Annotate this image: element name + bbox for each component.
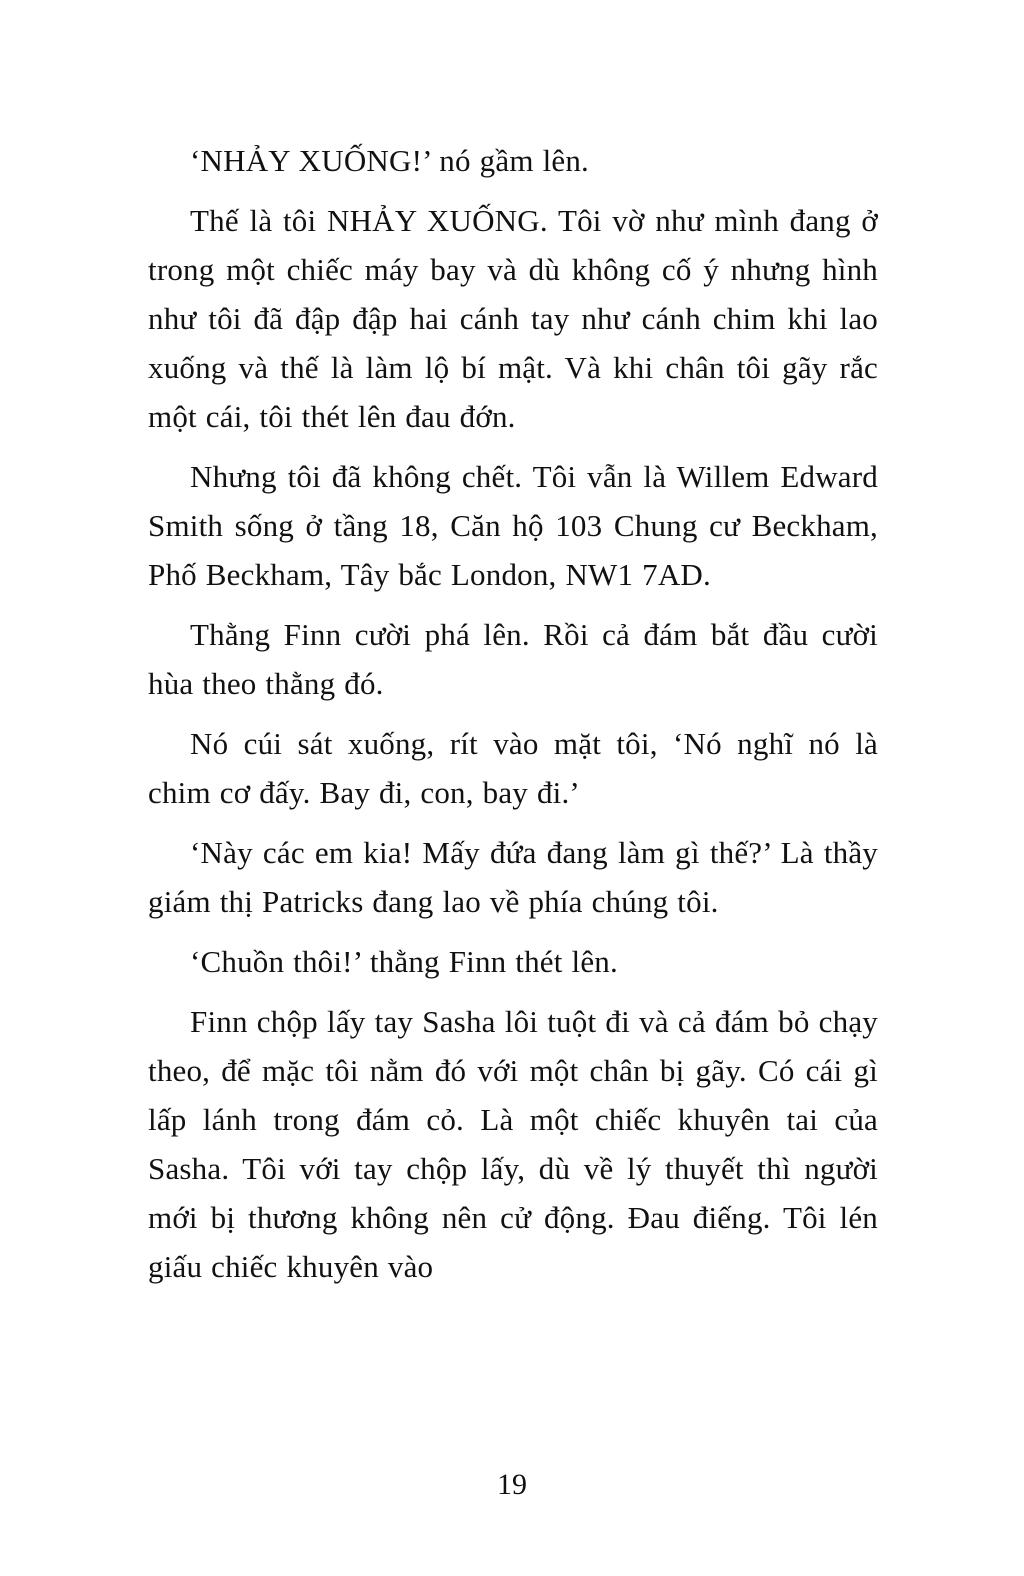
paragraph: Nó cúi sát xuống, rít vào mặt tôi, ‘Nó nghĩ nó là chim cơ đấy. Bay đi, con, bay đi.’	[148, 726, 878, 810]
paragraph: Thế là tôi NHẢY XUỐNG. Tôi vờ như mình đang ở trong một chiếc máy bay và dù không cố ý nhưng hình như tôi đã đập đập hai cánh tay như cánh chim khi lao xuống và thế là làm lộ bí mật. Và khi chân tôi gãy rắc một cái, tôi thét lên đau đớn.	[148, 203, 878, 434]
paragraph: ‘Này các em kia! Mấy đứa đang làm gì thế?’ Là thầy giám thị Patricks đang lao về phía chúng tôi.	[148, 835, 878, 919]
page-number: 19	[497, 1468, 527, 1501]
paragraph: Thằng Finn cười phá lên. Rồi cả đám bắt đầu cười hùa theo thằng đó.	[148, 617, 878, 701]
paragraph: Nhưng tôi đã không chết. Tôi vẫn là Willem Edward Smith sống ở tầng 18, Căn hộ 103 Chung cư Beckham, Phố Beckham, Tây bắc London, NW1 7AD.	[148, 459, 878, 592]
paragraph: Finn chộp lấy tay Sasha lôi tuột đi và cả đám bỏ chạy theo, để mặc tôi nằm đó với một chân bị gãy. Có cái gì lấp lánh trong đám cỏ. Là một chiếc khuyên tai của Sasha. Tôi với tay chộp lấy, dù về lý thuyết thì người mới bị thương không nên cử động. Đau điếng. Tôi lén giấu chiếc khuyên vào	[148, 1004, 878, 1284]
body-text	[148, 136, 878, 1302]
paragraph: ‘NHẢY XUỐNG!’ nó gầm lên.	[190, 143, 589, 178]
paragraph: ‘Chuồn thôi!’ thằng Finn thét lên.	[190, 944, 618, 979]
